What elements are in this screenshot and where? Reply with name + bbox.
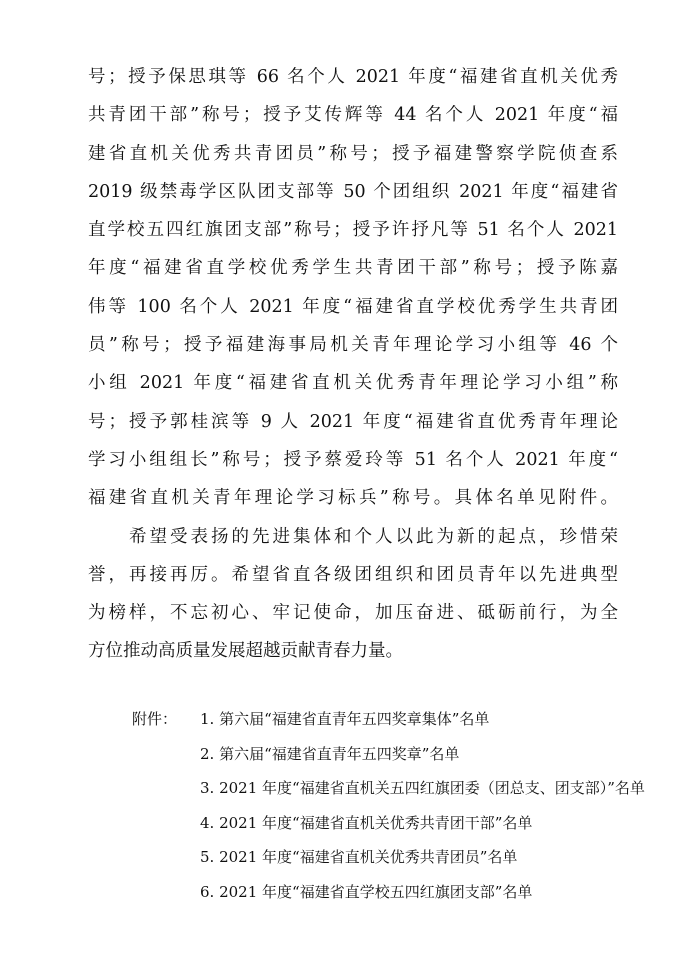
attachment-row [132,702,632,737]
text-line: 福建省直机关青年理论学习标兵”称号。具体名单见附件。 [88,488,618,509]
attachment-row [132,840,632,875]
text-line: 直学校五四红旗团支部”称号；授予许抒凡等 51 名个人 2021 [88,220,618,241]
text-line: 学习小组组长”称号；授予蔡爱玲等 51 名个人 2021 年度“ [88,449,618,470]
attachment-item: 5. 2021 年度“福建省直机关优秀共青团员”名单 [200,848,518,866]
body-text [88,58,618,671]
attachment-row [132,737,632,772]
paragraph-commendation [88,58,618,518]
text-line: 誉，再接再厉。希望省直各级团组织和团员青年以先进典型 [88,564,618,585]
text-line: 号；授予保思琪等 66 名个人 2021 年度“福建省直机关优秀 [88,67,618,87]
text-line: 为榜样，不忘初心、牢记使命，加压奋进、砥砺前行，为全 [88,603,618,624]
text-line: 建省直机关优秀共青团员”称号；授予福建警察学院侦查系 [88,143,618,164]
text-line: 年度“福建省直学校优秀学生共青团干部”称号；授予陈嘉 [88,258,618,279]
text-line: 伟等 100 名个人 2021 年度“福建省直学校优秀学生共青团 [88,296,618,317]
text-line: 小组 2021 年度“福建省直机关优秀青年理论学习小组”称 [88,373,618,394]
text-line: 共青团干部”称号；授予艾传辉等 44 名个人 2021 年度“福 [88,105,618,126]
text-line: 员”称号；授予福建海事局机关青年理论学习小组等 46 个 [88,335,618,356]
attachment-row [132,875,632,910]
text-line: 号；授予郭桂滨等 9 人 2021 年度“福建省直优秀青年理论 [88,411,618,432]
attachment-item: 4. 2021 年度“福建省直机关优秀共青团干部”名单 [200,813,533,832]
paragraph-hope [88,518,618,671]
attachment-item: 1. 第六届“福建省直青年五四奖章集体”名单 [200,710,490,728]
attachment-item: 2. 第六届“福建省直青年五四奖章”名单 [200,744,460,763]
attachment-row [132,806,632,841]
text-line: 希望受表扬的先进集体和个人以此为新的起点，珍惜荣 [88,526,618,547]
text-line: 方位推动高质量发展超越贡献青春力量。 [88,641,403,662]
attachment-list [132,702,645,909]
attachment-label: 附件： [132,710,178,728]
text-line: 2019 级禁毒学区队团支部等 50 个团组织 2021 年度“福建省 [88,181,618,202]
attachment-item: 3. 2021 年度“福建省直机关五四红旗团委（团总支、团支部）”名单 [200,779,645,797]
attachment-item: 6. 2021 年度“福建省直学校五四红旗团支部”名单 [200,882,533,901]
attachment-row [132,771,645,806]
